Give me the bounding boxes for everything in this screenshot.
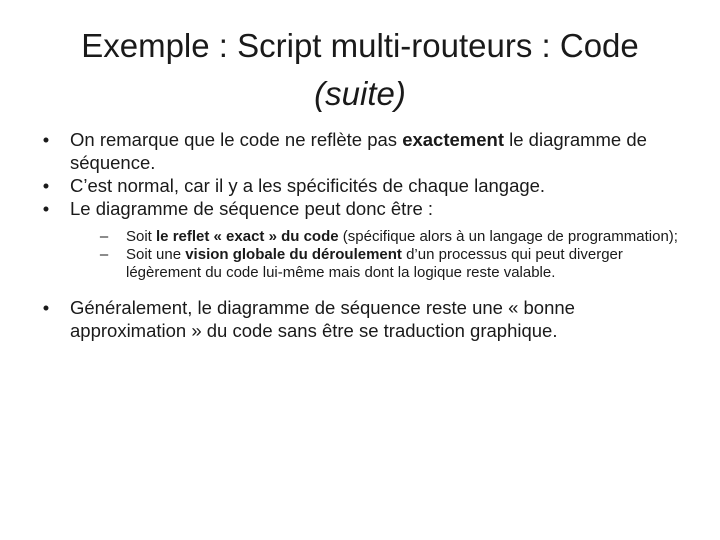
bullet-text: Généralement, le diagramme de séquence reste une « bonne approximation » du code sans être se traduction graphique. <box>70 297 575 341</box>
sub-bullet-text-after: d’un processus qui peut diverger légèrement du code lui-même mais dont la logique reste valable. <box>126 246 623 281</box>
sub-bullet-text-before: Soit <box>126 228 157 245</box>
bullet-text-before: On remarque que le code ne reflète pas <box>70 129 403 150</box>
sub-bullet-list <box>70 228 686 282</box>
title-line-1: Exemple : Script multi-routeurs : Code <box>81 27 639 64</box>
bullet-bold-text: exactement <box>402 129 504 150</box>
dash-marker: – <box>99 246 109 263</box>
sub-bullet-item-1 <box>94 228 686 246</box>
bullet-marker: • <box>42 198 50 219</box>
sub-bullet-bold-text: le reflet « exact » du code <box>156 228 339 245</box>
bullet-marker: • <box>42 129 50 150</box>
sub-bullet-text-before: Soit une <box>126 246 186 263</box>
slide-content <box>36 128 686 342</box>
bullet-text: C’est normal, car il y a les spécificités de chaque langage. <box>70 175 546 196</box>
sub-bullet-text-after: (spécifique alors à un langage de programmation); <box>338 228 678 245</box>
sub-bullet-item-2 <box>94 246 686 282</box>
bullet-marker: • <box>42 297 50 318</box>
bullet-item-1 <box>36 128 686 174</box>
bullet-item-2 <box>36 174 686 197</box>
sub-bullet-bold-text: vision globale du déroulement <box>185 246 402 263</box>
slide-title <box>30 22 690 118</box>
bullet-text-after: le diagramme de séquence. <box>70 129 647 173</box>
bullet-item-4 <box>36 296 686 342</box>
bullet-item-3 <box>36 197 686 282</box>
bullet-list <box>36 128 686 342</box>
title-line-2: (suite) <box>314 75 406 112</box>
dash-marker: – <box>99 228 109 245</box>
bullet-marker: • <box>42 175 50 196</box>
bullet-text: Le diagramme de séquence peut donc être : <box>70 198 434 219</box>
